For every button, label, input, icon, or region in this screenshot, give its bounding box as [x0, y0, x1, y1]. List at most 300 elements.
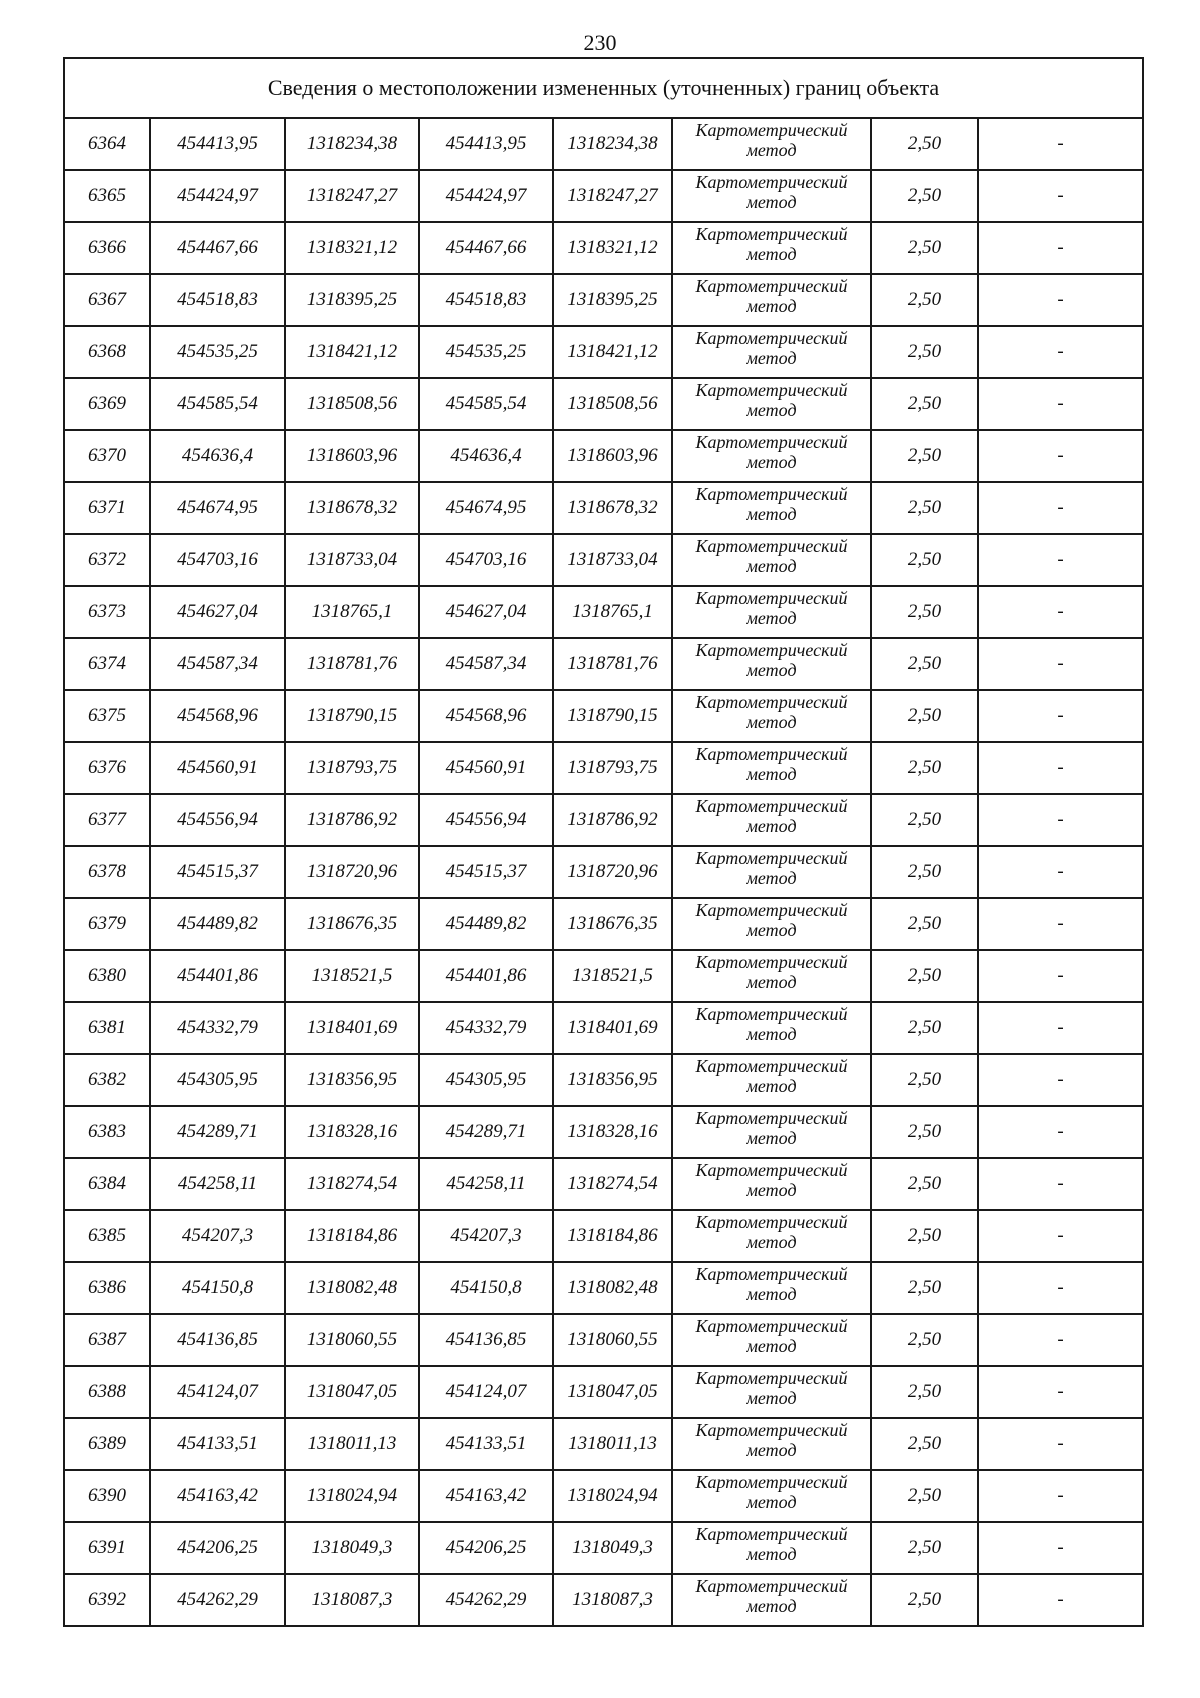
existing-y-cell: 1318082,48 — [285, 1262, 419, 1314]
method-line-2: метод — [746, 1336, 797, 1356]
description-cell: - — [978, 1158, 1143, 1210]
method-cell — [672, 1002, 871, 1054]
point-number-cell: 6365 — [64, 170, 150, 222]
method-line-1: Картометрический — [695, 1316, 848, 1336]
refined-x-cell: 454136,85 — [419, 1314, 553, 1366]
refined-y-cell: 1318049,3 — [553, 1522, 672, 1574]
refined-x-cell: 454124,07 — [419, 1366, 553, 1418]
accuracy-cell: 2,50 — [871, 1106, 978, 1158]
refined-x-cell: 454305,95 — [419, 1054, 553, 1106]
refined-x-cell: 454258,11 — [419, 1158, 553, 1210]
point-number-cell: 6381 — [64, 1002, 150, 1054]
method-line-2: метод — [746, 1076, 797, 1096]
refined-x-cell: 454674,95 — [419, 482, 553, 534]
existing-y-cell: 1318321,12 — [285, 222, 419, 274]
method-line-1: Картометрический — [695, 1212, 848, 1232]
table-row — [64, 1574, 1143, 1626]
existing-x-cell: 454163,42 — [150, 1470, 285, 1522]
accuracy-cell: 2,50 — [871, 1158, 978, 1210]
method-line-1: Картометрический — [695, 1472, 848, 1492]
table-body — [64, 118, 1143, 1626]
refined-x-cell: 454518,83 — [419, 274, 553, 326]
point-number-cell: 6377 — [64, 794, 150, 846]
method-cell — [672, 1210, 871, 1262]
point-number-cell: 6372 — [64, 534, 150, 586]
refined-y-cell: 1318733,04 — [553, 534, 672, 586]
table-title-row — [64, 58, 1143, 118]
method-line-2: метод — [746, 1440, 797, 1460]
description-cell: - — [978, 222, 1143, 274]
refined-x-cell: 454587,34 — [419, 638, 553, 690]
existing-y-cell: 1318781,76 — [285, 638, 419, 690]
table-row — [64, 1158, 1143, 1210]
point-number-cell: 6366 — [64, 222, 150, 274]
refined-y-cell: 1318401,69 — [553, 1002, 672, 1054]
point-number-cell: 6391 — [64, 1522, 150, 1574]
refined-y-cell: 1318720,96 — [553, 846, 672, 898]
existing-y-cell: 1318793,75 — [285, 742, 419, 794]
existing-x-cell: 454206,25 — [150, 1522, 285, 1574]
method-cell — [672, 742, 871, 794]
table-row — [64, 534, 1143, 586]
refined-x-cell: 454568,96 — [419, 690, 553, 742]
existing-x-cell: 454587,34 — [150, 638, 285, 690]
description-cell: - — [978, 118, 1143, 170]
accuracy-cell: 2,50 — [871, 1366, 978, 1418]
boundary-coordinates-table — [63, 57, 1144, 1627]
method-line-1: Картометрический — [695, 900, 848, 920]
existing-y-cell: 1318011,13 — [285, 1418, 419, 1470]
table-row — [64, 1210, 1143, 1262]
point-number-cell: 6373 — [64, 586, 150, 638]
method-line-2: метод — [746, 1232, 797, 1252]
method-line-2: метод — [746, 920, 797, 940]
method-cell — [672, 1366, 871, 1418]
method-line-1: Картометрический — [695, 328, 848, 348]
existing-y-cell: 1318603,96 — [285, 430, 419, 482]
table-row — [64, 1262, 1143, 1314]
method-line-2: метод — [746, 400, 797, 420]
existing-y-cell: 1318678,32 — [285, 482, 419, 534]
accuracy-cell: 2,50 — [871, 326, 978, 378]
refined-x-cell: 454703,16 — [419, 534, 553, 586]
method-cell — [672, 1262, 871, 1314]
accuracy-cell: 2,50 — [871, 794, 978, 846]
existing-y-cell: 1318234,38 — [285, 118, 419, 170]
accuracy-cell: 2,50 — [871, 534, 978, 586]
point-number-cell: 6379 — [64, 898, 150, 950]
method-line-2: метод — [746, 1544, 797, 1564]
accuracy-cell: 2,50 — [871, 430, 978, 482]
point-number-cell: 6367 — [64, 274, 150, 326]
method-cell — [672, 430, 871, 482]
refined-x-cell: 454535,25 — [419, 326, 553, 378]
refined-y-cell: 1318321,12 — [553, 222, 672, 274]
description-cell: - — [978, 170, 1143, 222]
existing-x-cell: 454518,83 — [150, 274, 285, 326]
point-number-cell: 6383 — [64, 1106, 150, 1158]
point-number-cell: 6371 — [64, 482, 150, 534]
point-number-cell: 6389 — [64, 1418, 150, 1470]
method-line-1: Картометрический — [695, 484, 848, 504]
table-row — [64, 586, 1143, 638]
description-cell: - — [978, 950, 1143, 1002]
method-line-1: Картометрический — [695, 848, 848, 868]
existing-y-cell: 1318060,55 — [285, 1314, 419, 1366]
existing-x-cell: 454133,51 — [150, 1418, 285, 1470]
description-cell: - — [978, 638, 1143, 690]
accuracy-cell: 2,50 — [871, 378, 978, 430]
refined-y-cell: 1318247,27 — [553, 170, 672, 222]
accuracy-cell: 2,50 — [871, 170, 978, 222]
description-cell: - — [978, 482, 1143, 534]
accuracy-cell: 2,50 — [871, 274, 978, 326]
description-cell: - — [978, 430, 1143, 482]
method-line-1: Картометрический — [695, 1056, 848, 1076]
existing-x-cell: 454636,4 — [150, 430, 285, 482]
method-line-2: метод — [746, 556, 797, 576]
refined-y-cell: 1318011,13 — [553, 1418, 672, 1470]
existing-y-cell: 1318087,3 — [285, 1574, 419, 1626]
description-cell: - — [978, 1106, 1143, 1158]
method-line-1: Картометрический — [695, 1524, 848, 1544]
refined-y-cell: 1318047,05 — [553, 1366, 672, 1418]
method-line-1: Картометрический — [695, 796, 848, 816]
table-row — [64, 898, 1143, 950]
refined-y-cell: 1318790,15 — [553, 690, 672, 742]
table-row — [64, 846, 1143, 898]
method-cell — [672, 378, 871, 430]
accuracy-cell: 2,50 — [871, 1210, 978, 1262]
table-row — [64, 794, 1143, 846]
method-cell — [672, 482, 871, 534]
accuracy-cell: 2,50 — [871, 1002, 978, 1054]
existing-y-cell: 1318049,3 — [285, 1522, 419, 1574]
method-cell — [672, 1054, 871, 1106]
description-cell: - — [978, 794, 1143, 846]
table-row — [64, 1418, 1143, 1470]
refined-x-cell: 454207,3 — [419, 1210, 553, 1262]
refined-y-cell: 1318781,76 — [553, 638, 672, 690]
point-number-cell: 6376 — [64, 742, 150, 794]
accuracy-cell: 2,50 — [871, 742, 978, 794]
method-line-2: метод — [746, 244, 797, 264]
method-line-1: Картометрический — [695, 588, 848, 608]
table-row — [64, 274, 1143, 326]
method-cell — [672, 1158, 871, 1210]
method-line-2: метод — [746, 296, 797, 316]
refined-x-cell: 454262,29 — [419, 1574, 553, 1626]
refined-y-cell: 1318786,92 — [553, 794, 672, 846]
point-number-cell: 6392 — [64, 1574, 150, 1626]
table-row — [64, 742, 1143, 794]
existing-y-cell: 1318274,54 — [285, 1158, 419, 1210]
method-line-2: метод — [746, 712, 797, 732]
existing-y-cell: 1318676,35 — [285, 898, 419, 950]
table-row — [64, 1366, 1143, 1418]
refined-y-cell: 1318184,86 — [553, 1210, 672, 1262]
refined-x-cell: 454515,37 — [419, 846, 553, 898]
point-number-cell: 6368 — [64, 326, 150, 378]
table-row — [64, 326, 1143, 378]
existing-x-cell: 454136,85 — [150, 1314, 285, 1366]
method-cell — [672, 898, 871, 950]
point-number-cell: 6390 — [64, 1470, 150, 1522]
existing-y-cell: 1318421,12 — [285, 326, 419, 378]
point-number-cell: 6370 — [64, 430, 150, 482]
refined-y-cell: 1318793,75 — [553, 742, 672, 794]
method-cell — [672, 222, 871, 274]
accuracy-cell: 2,50 — [871, 950, 978, 1002]
existing-y-cell: 1318733,04 — [285, 534, 419, 586]
description-cell: - — [978, 1418, 1143, 1470]
refined-x-cell: 454413,95 — [419, 118, 553, 170]
existing-y-cell: 1318395,25 — [285, 274, 419, 326]
method-line-1: Картометрический — [695, 432, 848, 452]
refined-y-cell: 1318024,94 — [553, 1470, 672, 1522]
existing-x-cell: 454585,54 — [150, 378, 285, 430]
method-cell — [672, 1106, 871, 1158]
existing-y-cell: 1318184,86 — [285, 1210, 419, 1262]
accuracy-cell: 2,50 — [871, 1262, 978, 1314]
description-cell: - — [978, 846, 1143, 898]
existing-x-cell: 454515,37 — [150, 846, 285, 898]
refined-x-cell: 454401,86 — [419, 950, 553, 1002]
description-cell: - — [978, 1002, 1143, 1054]
table-row — [64, 1470, 1143, 1522]
refined-x-cell: 454560,91 — [419, 742, 553, 794]
accuracy-cell: 2,50 — [871, 898, 978, 950]
refined-x-cell: 454636,4 — [419, 430, 553, 482]
table-row — [64, 1522, 1143, 1574]
method-line-2: метод — [746, 1024, 797, 1044]
description-cell: - — [978, 586, 1143, 638]
refined-y-cell: 1318328,16 — [553, 1106, 672, 1158]
existing-x-cell: 454124,07 — [150, 1366, 285, 1418]
refined-y-cell: 1318087,3 — [553, 1574, 672, 1626]
description-cell: - — [978, 326, 1143, 378]
table-row — [64, 170, 1143, 222]
point-number-cell: 6388 — [64, 1366, 150, 1418]
method-line-1: Картометрический — [695, 172, 848, 192]
point-number-cell: 6384 — [64, 1158, 150, 1210]
refined-x-cell: 454289,71 — [419, 1106, 553, 1158]
method-line-2: метод — [746, 140, 797, 160]
point-number-cell: 6374 — [64, 638, 150, 690]
method-cell — [672, 170, 871, 222]
existing-y-cell: 1318508,56 — [285, 378, 419, 430]
table-row — [64, 378, 1143, 430]
method-cell — [672, 1522, 871, 1574]
description-cell: - — [978, 742, 1143, 794]
refined-y-cell: 1318395,25 — [553, 274, 672, 326]
page-number: 230 — [583, 30, 617, 55]
method-line-2: метод — [746, 192, 797, 212]
method-line-2: метод — [746, 504, 797, 524]
method-cell — [672, 274, 871, 326]
existing-x-cell: 454556,94 — [150, 794, 285, 846]
description-cell: - — [978, 378, 1143, 430]
point-number-cell: 6387 — [64, 1314, 150, 1366]
accuracy-cell: 2,50 — [871, 690, 978, 742]
method-line-1: Картометрический — [695, 1108, 848, 1128]
point-number-cell: 6380 — [64, 950, 150, 1002]
table-row — [64, 1054, 1143, 1106]
description-cell: - — [978, 1210, 1143, 1262]
accuracy-cell: 2,50 — [871, 1470, 978, 1522]
method-line-2: метод — [746, 608, 797, 628]
table-row — [64, 1314, 1143, 1366]
method-line-1: Картометрический — [695, 1368, 848, 1388]
method-line-1: Картометрический — [695, 120, 848, 140]
method-line-2: метод — [746, 1388, 797, 1408]
table-row — [64, 638, 1143, 690]
accuracy-cell: 2,50 — [871, 222, 978, 274]
existing-x-cell: 454703,16 — [150, 534, 285, 586]
method-cell — [672, 1574, 871, 1626]
existing-x-cell: 454305,95 — [150, 1054, 285, 1106]
description-cell: - — [978, 1314, 1143, 1366]
refined-y-cell: 1318676,35 — [553, 898, 672, 950]
refined-y-cell: 1318678,32 — [553, 482, 672, 534]
method-cell — [672, 638, 871, 690]
refined-y-cell: 1318060,55 — [553, 1314, 672, 1366]
refined-x-cell: 454467,66 — [419, 222, 553, 274]
refined-x-cell: 454150,8 — [419, 1262, 553, 1314]
table-title: Сведения о местоположении измененных (уточненных) границ объекта — [64, 58, 1143, 118]
existing-x-cell: 454489,82 — [150, 898, 285, 950]
table-row — [64, 430, 1143, 482]
refined-y-cell: 1318234,38 — [553, 118, 672, 170]
method-line-1: Картометрический — [695, 1004, 848, 1024]
point-number-cell: 6375 — [64, 690, 150, 742]
refined-x-cell: 454163,42 — [419, 1470, 553, 1522]
method-line-1: Картометрический — [695, 1264, 848, 1284]
method-line-1: Картометрический — [695, 640, 848, 660]
refined-x-cell: 454206,25 — [419, 1522, 553, 1574]
existing-x-cell: 454258,11 — [150, 1158, 285, 1210]
method-line-1: Картометрический — [695, 1160, 848, 1180]
method-line-1: Картометрический — [695, 1576, 848, 1596]
accuracy-cell: 2,50 — [871, 1522, 978, 1574]
existing-y-cell: 1318401,69 — [285, 1002, 419, 1054]
method-cell — [672, 1470, 871, 1522]
accuracy-cell: 2,50 — [871, 118, 978, 170]
method-cell — [672, 794, 871, 846]
description-cell: - — [978, 898, 1143, 950]
description-cell: - — [978, 534, 1143, 586]
existing-x-cell: 454401,86 — [150, 950, 285, 1002]
description-cell: - — [978, 1054, 1143, 1106]
description-cell: - — [978, 1574, 1143, 1626]
existing-y-cell: 1318720,96 — [285, 846, 419, 898]
existing-x-cell: 454424,97 — [150, 170, 285, 222]
method-cell — [672, 326, 871, 378]
method-line-2: метод — [746, 1284, 797, 1304]
existing-x-cell: 454413,95 — [150, 118, 285, 170]
point-number-cell: 6386 — [64, 1262, 150, 1314]
existing-y-cell: 1318521,5 — [285, 950, 419, 1002]
existing-x-cell: 454289,71 — [150, 1106, 285, 1158]
existing-x-cell: 454560,91 — [150, 742, 285, 794]
existing-y-cell: 1318047,05 — [285, 1366, 419, 1418]
existing-x-cell: 454207,3 — [150, 1210, 285, 1262]
existing-y-cell: 1318790,15 — [285, 690, 419, 742]
description-cell: - — [978, 1522, 1143, 1574]
description-cell: - — [978, 274, 1143, 326]
method-line-2: метод — [746, 1596, 797, 1616]
description-cell: - — [978, 1470, 1143, 1522]
point-number-cell: 6369 — [64, 378, 150, 430]
accuracy-cell: 2,50 — [871, 846, 978, 898]
refined-x-cell: 454489,82 — [419, 898, 553, 950]
method-line-1: Картометрический — [695, 276, 848, 296]
table-row — [64, 118, 1143, 170]
refined-x-cell: 454585,54 — [419, 378, 553, 430]
refined-x-cell: 454556,94 — [419, 794, 553, 846]
method-line-2: метод — [746, 1128, 797, 1148]
method-cell — [672, 1418, 871, 1470]
method-line-2: метод — [746, 764, 797, 784]
refined-y-cell: 1318508,56 — [553, 378, 672, 430]
existing-y-cell: 1318024,94 — [285, 1470, 419, 1522]
refined-y-cell: 1318082,48 — [553, 1262, 672, 1314]
method-line-1: Картометрический — [695, 224, 848, 244]
method-cell — [672, 690, 871, 742]
existing-x-cell: 454262,29 — [150, 1574, 285, 1626]
description-cell: - — [978, 1262, 1143, 1314]
method-cell — [672, 118, 871, 170]
refined-y-cell: 1318765,1 — [553, 586, 672, 638]
method-line-2: метод — [746, 348, 797, 368]
point-number-cell: 6378 — [64, 846, 150, 898]
point-number-cell: 6382 — [64, 1054, 150, 1106]
method-line-2: метод — [746, 816, 797, 836]
accuracy-cell: 2,50 — [871, 1314, 978, 1366]
method-line-1: Картометрический — [695, 692, 848, 712]
existing-y-cell: 1318247,27 — [285, 170, 419, 222]
method-line-2: метод — [746, 660, 797, 680]
method-cell — [672, 586, 871, 638]
refined-x-cell: 454332,79 — [419, 1002, 553, 1054]
table-row — [64, 222, 1143, 274]
method-line-2: метод — [746, 1492, 797, 1512]
method-line-1: Картометрический — [695, 744, 848, 764]
existing-y-cell: 1318786,92 — [285, 794, 419, 846]
method-line-2: метод — [746, 452, 797, 472]
existing-y-cell: 1318356,95 — [285, 1054, 419, 1106]
method-cell — [672, 534, 871, 586]
method-line-2: метод — [746, 1180, 797, 1200]
method-line-1: Картометрический — [695, 952, 848, 972]
accuracy-cell: 2,50 — [871, 638, 978, 690]
method-cell — [672, 1314, 871, 1366]
existing-x-cell: 454674,95 — [150, 482, 285, 534]
existing-x-cell: 454627,04 — [150, 586, 285, 638]
table-row — [64, 1002, 1143, 1054]
refined-y-cell: 1318274,54 — [553, 1158, 672, 1210]
accuracy-cell: 2,50 — [871, 482, 978, 534]
point-number-cell: 6385 — [64, 1210, 150, 1262]
refined-x-cell: 454627,04 — [419, 586, 553, 638]
method-cell — [672, 846, 871, 898]
table-row — [64, 482, 1143, 534]
existing-x-cell: 454150,8 — [150, 1262, 285, 1314]
description-cell: - — [978, 1366, 1143, 1418]
existing-x-cell: 454332,79 — [150, 1002, 285, 1054]
point-number-cell: 6364 — [64, 118, 150, 170]
accuracy-cell: 2,50 — [871, 1418, 978, 1470]
